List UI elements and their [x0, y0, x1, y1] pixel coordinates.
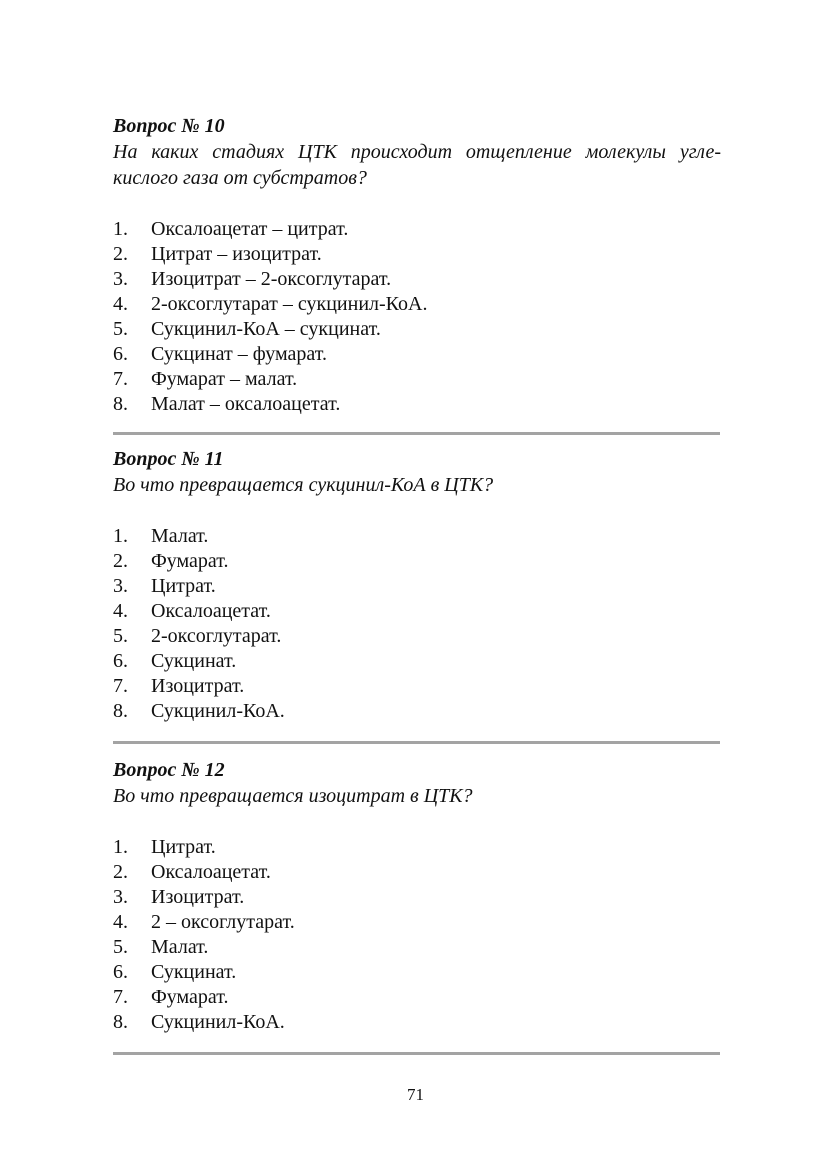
option-number: 7.	[113, 368, 128, 390]
option-number: 1.	[113, 218, 128, 240]
section-divider	[113, 741, 720, 744]
option-number: 7.	[113, 675, 128, 697]
option-text: 2-оксоглутарат.	[151, 625, 282, 647]
option-text: Цитрат.	[151, 575, 216, 597]
option-text: Оксалоацетат.	[151, 861, 271, 883]
answer-option	[113, 649, 721, 674]
option-number: 8.	[113, 1011, 128, 1033]
option-text: Малат.	[151, 525, 209, 547]
option-number: 6.	[113, 961, 128, 983]
option-text: Сукцинат.	[151, 650, 237, 672]
answer-option	[113, 674, 721, 699]
question-title: Вопрос № 10	[113, 115, 225, 137]
option-text: Цитрат.	[151, 836, 216, 858]
answer-option	[113, 267, 721, 292]
option-number: 5.	[113, 625, 128, 647]
option-number: 3.	[113, 886, 128, 908]
question-12	[113, 757, 721, 1035]
option-text: Оксалоацетат.	[151, 600, 271, 622]
option-number: 6.	[113, 650, 128, 672]
answer-option	[113, 960, 721, 985]
answer-option	[113, 367, 721, 392]
answer-option	[113, 217, 721, 242]
question-10	[113, 113, 721, 417]
answer-option	[113, 699, 721, 724]
answer-option	[113, 342, 721, 367]
option-text: Сукцинат.	[151, 961, 237, 983]
answer-option	[113, 885, 721, 910]
option-text: Фумарат – малат.	[151, 368, 298, 390]
answer-option	[113, 524, 721, 549]
option-number: 4.	[113, 600, 128, 622]
option-text: Фумарат.	[151, 550, 229, 572]
option-number: 2.	[113, 550, 128, 572]
option-text: Изоцитрат – 2-оксоглутарат.	[151, 268, 392, 290]
option-text: Сукцинил-КоА.	[151, 1011, 285, 1033]
option-number: 3.	[113, 575, 128, 597]
answer-option	[113, 242, 721, 267]
section-divider	[113, 432, 720, 435]
question-title: Вопрос № 12	[113, 759, 225, 781]
option-number: 3.	[113, 268, 128, 290]
answer-option	[113, 835, 721, 860]
answer-options	[113, 217, 721, 417]
option-number: 1.	[113, 836, 128, 858]
option-number: 8.	[113, 393, 128, 415]
option-text: Малат.	[151, 936, 209, 958]
answer-option	[113, 599, 721, 624]
option-text: Сукцинил-КоА.	[151, 700, 285, 722]
answer-option	[113, 985, 721, 1010]
option-number: 4.	[113, 293, 128, 315]
answer-option	[113, 624, 721, 649]
option-number: 2.	[113, 243, 128, 265]
section-divider	[113, 1052, 720, 1055]
answer-option	[113, 574, 721, 599]
answer-option	[113, 392, 721, 417]
answer-options	[113, 524, 721, 724]
option-text: Изоцитрат.	[151, 886, 245, 908]
answer-option	[113, 910, 721, 935]
answer-option	[113, 317, 721, 342]
answer-option	[113, 549, 721, 574]
option-text: Сукцинат – фумарат.	[151, 343, 327, 365]
option-number: 6.	[113, 343, 128, 365]
question-text: Во что превращается изоцитрат в ЦТК?	[113, 785, 473, 807]
option-text: Сукцинил-КоА – сукцинат.	[151, 318, 381, 340]
page-number: 71	[407, 1085, 424, 1104]
option-text: Фумарат.	[151, 986, 229, 1008]
option-text: 2 – оксоглутарат.	[151, 911, 295, 933]
option-number: 1.	[113, 525, 128, 547]
question-text: На каких стадиях ЦТК происходит отщепление молекулы угле-кислого газа от субстратов?	[113, 141, 721, 189]
answer-option	[113, 935, 721, 960]
answer-option	[113, 1010, 721, 1035]
option-text: Цитрат – изоцитрат.	[151, 243, 322, 265]
option-number: 5.	[113, 318, 128, 340]
answer-option	[113, 860, 721, 885]
option-number: 4.	[113, 911, 128, 933]
option-number: 5.	[113, 936, 128, 958]
option-number: 7.	[113, 986, 128, 1008]
option-text: Оксалоацетат – цитрат.	[151, 218, 349, 240]
question-title: Вопрос № 11	[113, 448, 224, 470]
question-text: Во что превращается сукцинил-КоА в ЦТК?	[113, 474, 494, 496]
option-text: Малат – оксалоацетат.	[151, 393, 341, 415]
option-number: 2.	[113, 861, 128, 883]
answer-options	[113, 835, 721, 1035]
answer-option	[113, 292, 721, 317]
option-text: Изоцитрат.	[151, 675, 245, 697]
option-number: 8.	[113, 700, 128, 722]
question-11	[113, 446, 721, 724]
option-text: 2-оксоглутарат – сукцинил-КоА.	[151, 293, 428, 315]
